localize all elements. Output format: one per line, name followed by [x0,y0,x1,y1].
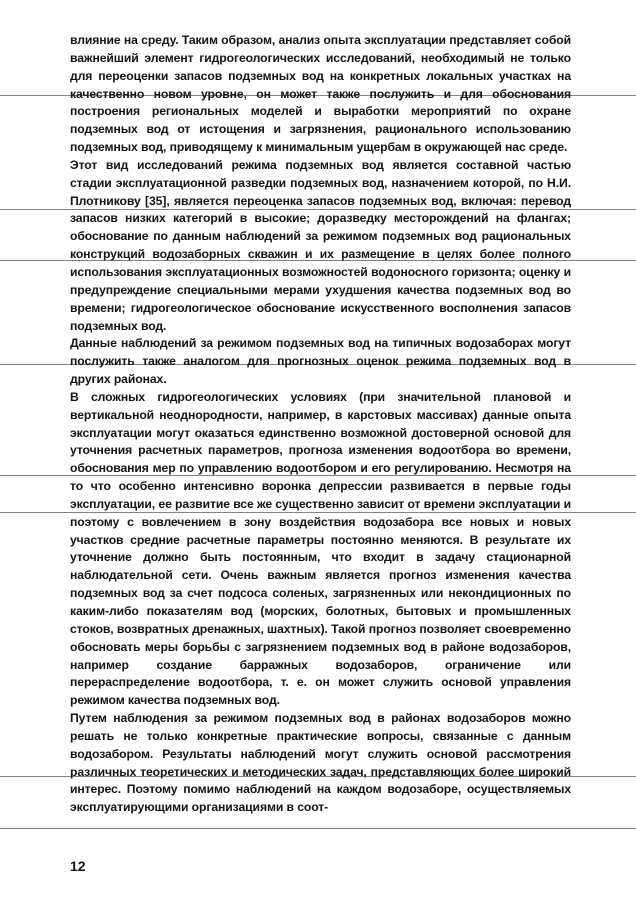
body-text [70,32,571,817]
paragraph-1: влияние на среду. Таким образом, анализ опыта эксплуатации представляет собой важнейший элемент гидрогеологических исследований, необходимый не только для переоценки запасов подземных вод на конкретных локальных участках на качественно новом уровне, он может также послужить и для обоснования построения региональных моделей и выработки мероприятий по охране подземных вод от истощения и загрязнения, рационального использованию подземных вод, приводящему к минимальным ущербам в окружающей нас среде. [70,33,571,155]
paragraph-3: Данные наблюдений за режимом подземных вод на типичных водозаборах могут послужить также аналогом для прогнозных оценок режима подземных вод в других районах. [70,336,571,387]
paragraph-2: Этот вид исследований режима подземных вод является составной частью стадии эксплуатационной разведки подземных вод, назначением которой, по Н.И. Плотникову [35], является переоценка запасов подземных вод, включая: перевод запасов низких категорий в высокие; доразведку месторождений на флангах; обоснование по данным наблюдений за режимом подземных вод рациональных конструкций водозаборных скважин и их размещение в целях более полного использования эксплуатационных возможностей водоносного горизонта; оценку и предупреждение специальными мерами ухудшения качества подземных вод во времени; гидрогеологическое обоснование искусственного восполнения запасов подземных вод. [70,157,571,333]
paragraph-4: В сложных гидрогеологических условиях (при значительной плановой и вертикальной неоднородности, например, в карстовых массивах) данные опыта эксплуатации могут оказаться единственно возможной достоверной основой для уточнения расчетных параметров, прогноза изменения водоотбора во времени, обоснования мер по управлению водоотбором и его регулированию. Несмотря на то что особенно интенсивно воронка депрессии развивается в первые годы эксплуатации, ее развитие все же существенно зависит от времени эксплуатации и поэтому с вовлечением в зону воздействия водозабора все новых и новых участков средние расчетные параметры постоянно меняются. В результате их уточнение должно быть постоянным, что входит в задачу стационарной наблюдательной сети. Очень важным является прогноз изменения качества подземных вод за счет подсоса соленых, загрязненных или некондиционных по каким-либо показателям вод (морских, болотных, бытовых и промышленных стоков, возвратных дренажных, шахтных). Такой прогноз позволяет своевременно обосновать меры борьбы с загрязнением подземных вод в районе водозаборов, например создание барражных водозаборов, ограничение или перераспределение водоотбора, т. е. он может служить основой управления режимом качества подземных вод. [70,389,571,708]
page-number: 12 [70,858,86,874]
paragraph-5: Путем наблюдения за режимом подземных вод в районах водозаборов можно решать не только конкретные практические вопросы, связанные с данным водозабором. Результаты наблюдений могут служить основой рассмотрения различных теоретических и методических задач, представляющих более широкий интерес. Поэтому помимо наблюдений на каждом водозаборе, осуществляемых эксплуатирующими организациями в соот- [70,711,571,815]
scan-line-artifact [0,828,636,829]
